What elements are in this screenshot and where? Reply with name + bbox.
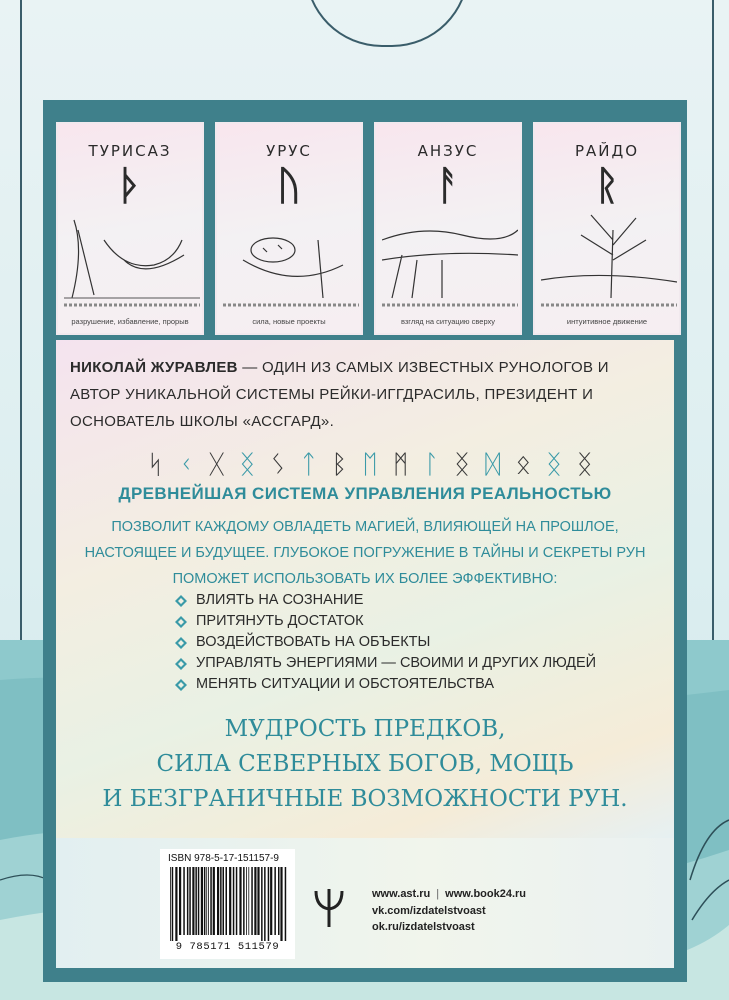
barcode-bar [175, 867, 177, 941]
link-ok[interactable]: ok.ru/izdatelstvoast [372, 921, 475, 933]
list-item [175, 590, 635, 611]
ornament-divider [223, 301, 359, 309]
ornament-divider [541, 301, 677, 309]
rune-glyph: ᚦ [118, 163, 142, 209]
rune-card-caption: взгляд на ситуацию сверху [400, 317, 496, 326]
barcode-bar [233, 867, 235, 935]
rune-symbol: ᛝ [239, 450, 256, 478]
rune-card [56, 122, 204, 335]
link-book24[interactable]: www.book24.ru [445, 888, 527, 900]
ornament-divider [64, 301, 200, 309]
barcode-bar [189, 867, 191, 935]
list-item [175, 653, 635, 674]
list-item [175, 611, 635, 632]
barcode-bar [170, 867, 171, 941]
barcode-bar [220, 867, 222, 935]
rune-card-illustration [382, 210, 518, 300]
barcode-bar [268, 867, 270, 941]
barcode-bar [213, 867, 215, 935]
barcode-bar [278, 867, 280, 935]
barcode-bar [248, 867, 249, 935]
rune-symbol: ᚷ [208, 450, 225, 478]
barcode-bar [195, 867, 197, 935]
runes-row [140, 448, 600, 478]
rune-symbol: ᛗ [392, 450, 409, 478]
barcode-bar [254, 867, 256, 935]
isbn: ISBN 978-5-17-151157-9 [168, 853, 279, 864]
list-item-text: ВОЗДЕЙСТВОВАТЬ НА ОБЪЕКТЫ [196, 634, 431, 650]
rune-card-title: УРУС [266, 142, 312, 160]
list-item-text: МЕНЯТЬ СИТУАЦИИ И ОБСТОЯТЕЛЬСТВА [196, 676, 495, 692]
rune-card-title: АНЗУС [417, 142, 479, 160]
rune-card [533, 122, 681, 335]
barcode-bar [239, 867, 241, 935]
description-line: НАСТОЯЩЕЕ И БУДУЩЕЕ. ГЛУБОКОЕ ПОГРУЖЕНИЕ В ТАЙНЫ И СЕКРЕТЫ РУН [84, 545, 646, 561]
tagline-line: СИЛА СЕВЕРНЫХ БОГОВ, МОЩЬ [156, 751, 574, 777]
barcode-bar [257, 867, 259, 935]
author-description: — ОДИН ИЗ САМЫХ ИЗВЕСТНЫХ РУНОЛОГОВ И АВТОР УНИКАЛЬНОЙ СИСТЕМЫ РЕЙКИ-ИГГДРАСИЛЬ, ПРЕЗИДЕНТ И ОСНОВАТЕЛЬ ШКОЛЫ «АССГАРД». [70, 359, 609, 430]
rune-card-illustration [541, 210, 677, 300]
link-vk[interactable]: vk.com/izdatelstvoast [372, 904, 486, 917]
rune-symbol: ᛞ [484, 450, 501, 478]
list-item-text: ПРИТЯНУТЬ ДОСТАТОК [196, 613, 364, 629]
rune-glyph: ᚢ [277, 163, 301, 209]
author-name: НИКОЛАЙ ЖУРАВЛЕВ [70, 359, 238, 376]
barcode-bar [226, 867, 228, 935]
list-item-text: ВЛИЯТЬ НА СОЗНАНИЕ [196, 592, 364, 608]
sleeve-tab [305, 0, 469, 47]
barcode-bar [204, 867, 206, 935]
list-item-text: УПРАВЛЯТЬ ЭНЕРГИЯМИ — СВОИМИ И ДРУГИХ ЛЮДЕЙ [196, 655, 597, 671]
author-bio [70, 354, 660, 435]
description [56, 514, 674, 592]
rune-card-caption: сила, новые проекты [252, 317, 326, 326]
publisher-links [372, 886, 526, 936]
barcode-block [160, 849, 295, 959]
barcode [168, 867, 288, 941]
barcode-bar [285, 867, 287, 941]
barcode-bar [229, 867, 231, 935]
rune-card-illustration [64, 210, 200, 300]
barcode-bar [246, 867, 247, 935]
rune-symbol: ᛚ [423, 450, 440, 478]
rune-card-title: РАЙДО [574, 142, 640, 160]
link-ast[interactable]: www.ast.ru [372, 888, 431, 900]
rune-card [374, 122, 522, 335]
separator: | [436, 888, 440, 900]
rune-bullet-icon [175, 595, 187, 607]
rune-symbol: ᛝ [546, 450, 562, 478]
tagline-line: И БЕЗГРАНИЧНЫЕ ВОЗМОЖНОСТИ РУН. [102, 786, 628, 812]
barcode-bar [280, 867, 282, 941]
barcode-bar [270, 867, 272, 935]
barcode-bar [264, 867, 266, 941]
rune-bullet-icon [175, 679, 187, 691]
barcode-bar [274, 867, 276, 935]
rune-symbol: ᛝ [454, 450, 470, 478]
ean-number: 9 785171 511579 [175, 941, 280, 953]
description-line: ПОМОЖЕТ ИСПОЛЬЗОВАТЬ ИХ БОЛЕЕ ЭФФЕКТИВНО: [172, 571, 558, 587]
rune-symbol: ᛏ [300, 450, 317, 478]
barcode-bar [183, 867, 185, 935]
publisher-logo-icon [313, 887, 345, 929]
rune-bullet-icon [175, 616, 187, 628]
rune-card-title: ТУРИСАЗ [88, 142, 172, 160]
barcode-bar [243, 867, 245, 935]
rune-symbol: ᛋ [147, 450, 164, 478]
barcode-bar [223, 867, 225, 935]
description-line: ПОЗВОЛИТ КАЖДОМУ ОВЛАДЕТЬ МАГИЕЙ, ВЛИЯЮЩЕЙ НА ПРОШЛОЕ, [111, 519, 619, 535]
barcode-bar [198, 867, 200, 935]
benefits-list [175, 590, 635, 695]
list-item [175, 632, 635, 653]
barcode-bar [179, 867, 181, 935]
barcode-bar [261, 867, 263, 941]
barcode-bar [201, 867, 203, 935]
barcode-bar [217, 867, 219, 935]
rune-card [215, 122, 363, 335]
rune-symbol: ᛟ [515, 450, 532, 478]
rune-card-illustration [223, 210, 359, 300]
rune-card-caption: интуитивное движение [566, 317, 648, 326]
barcode-bar [172, 867, 174, 941]
tagline-line: МУДРОСТЬ ПРЕДКОВ, [224, 716, 506, 742]
rune-symbol: ᛖ [362, 450, 378, 478]
rune-card-caption: разрушение, избавление, прорыв [71, 317, 189, 326]
barcode-bar [251, 867, 253, 935]
rune-bullet-icon [175, 658, 187, 670]
barcode-bar [206, 867, 207, 935]
barcode-bar [187, 867, 189, 935]
main-heading: ДРЕВНЕЙШАЯ СИСТЕМА УПРАВЛЕНИЯ РЕАЛЬНОСТЬЮ [118, 484, 612, 503]
barcode-bar [192, 867, 194, 935]
tagline [56, 712, 674, 817]
ornament-divider [382, 301, 518, 309]
rune-glyph: ᚨ [436, 163, 460, 209]
list-item [175, 674, 635, 695]
rune-symbol: ᛝ [576, 450, 593, 478]
barcode-bar [236, 867, 238, 935]
rune-glyph: ᚱ [595, 163, 619, 209]
rune-symbol: ᛊ [270, 450, 286, 478]
barcode-bar [210, 867, 212, 935]
rune-symbol: ᛒ [331, 450, 348, 478]
barcode-bar [208, 867, 209, 935]
footer-background [56, 838, 674, 968]
rune-symbol: ᚲ [178, 450, 194, 478]
rune-bullet-icon [175, 637, 187, 649]
